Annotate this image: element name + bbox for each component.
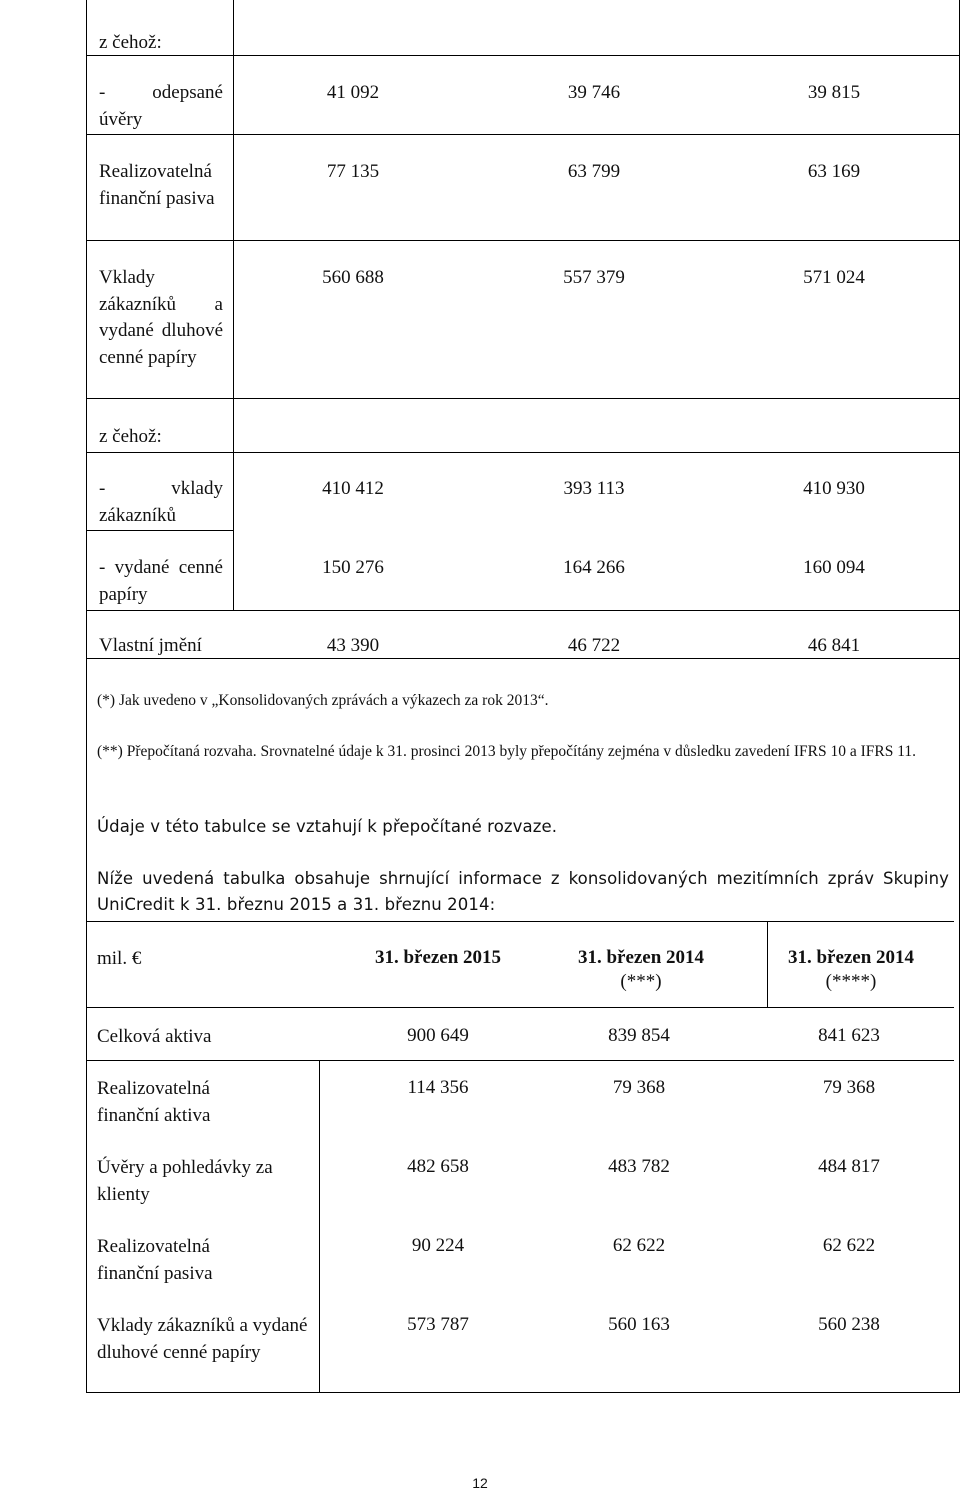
row-label: z čehož: [99, 426, 162, 447]
row-divider [87, 1007, 954, 1008]
cell-value: 841 623 [818, 1025, 880, 1046]
cell-value: 560 688 [322, 267, 384, 288]
cell-value: 560 163 [608, 1314, 670, 1335]
row-label: Realizovatelná finanční aktiva [97, 1078, 211, 1126]
row-label: - odepsané úvěry [99, 82, 223, 130]
cell-value: 43 390 [326, 635, 380, 656]
paragraph-restated: Údaje v této tabulce se vztahují k přepočítané rozvaze. [97, 817, 558, 836]
cell-value: 46 841 [807, 635, 861, 656]
row-label: Úvěry a pohledávky za klienty [97, 1157, 273, 1205]
cell-value: 62 622 [822, 1235, 876, 1256]
column-header-label: 31. březen 2015 [374, 947, 502, 968]
paragraph-summary-intro: Níže uvedená tabulka obsahuje shrnující informace z konsolidovaných mezitímních zpráv Skupiny UniCredit k 31. březnu 2015 a 31. březnu 2014: [97, 869, 949, 914]
row-divider [87, 398, 959, 399]
column-divider [767, 921, 768, 1007]
cell-value: 114 356 [407, 1077, 469, 1098]
row-divider [87, 610, 959, 611]
column-divider [319, 1060, 320, 1392]
row-divider [87, 240, 959, 241]
cell-value: 39 815 [807, 82, 861, 103]
row-label: - vklady zákazníků [99, 478, 223, 526]
row-label: - vydané cenné papíry [99, 557, 223, 605]
footnote-1: (*) Jak uvedeno v „Konsolidovaných zprávách a výkazech za rok 2013“. [97, 692, 549, 709]
cell-value: 484 817 [818, 1156, 880, 1177]
column-header-note: (***) [620, 971, 662, 992]
cell-value: 393 113 [563, 478, 625, 499]
cell-value: 63 799 [567, 161, 621, 182]
column-header-label: 31. březen 2014 [577, 947, 705, 968]
column-divider [233, 0, 234, 610]
cell-value: 573 787 [407, 1314, 469, 1335]
row-divider [87, 452, 959, 453]
cell-value: 90 224 [411, 1235, 465, 1256]
row-divider [87, 1060, 954, 1061]
cell-value: 150 276 [322, 557, 384, 578]
cell-value: 560 238 [818, 1314, 880, 1335]
cell-value: 77 135 [326, 161, 380, 182]
cell-value: 41 092 [326, 82, 380, 103]
table-border [87, 921, 954, 922]
column-header [761, 946, 941, 994]
row-divider [87, 134, 959, 135]
cell-value: 482 658 [407, 1156, 469, 1177]
column-header [551, 946, 731, 994]
footnote-2: (**) Přepočítaná rozvaha. Srovnatelné údaje k 31. prosinci 2013 byly přepočítány zejména v důsledku zavedení IFRS 10 a IFRS 11. [97, 743, 917, 760]
row-label: Celková aktiva [97, 1026, 212, 1047]
row-label: Realizovatelná finanční pasiva [97, 1236, 213, 1284]
cell-value: 79 368 [822, 1077, 876, 1098]
column-header [348, 946, 528, 970]
balance-sheet-table-continued [86, 0, 960, 659]
cell-value: 164 266 [563, 557, 625, 578]
notes-and-summary-section [86, 658, 960, 1393]
row-label: Vklady zákazníků a vydané dluhové cenné papíry [97, 1315, 308, 1363]
row-label: Realizovatelná finanční pasiva [99, 161, 215, 209]
row-label: z čehož: [99, 32, 162, 53]
cell-value: 62 622 [612, 1235, 666, 1256]
unit-label: mil. € [97, 948, 142, 969]
column-header-note: (****) [825, 971, 877, 992]
cell-value: 839 854 [608, 1025, 670, 1046]
cell-value: 483 782 [608, 1156, 670, 1177]
row-divider [87, 530, 234, 531]
column-header-label: 31. březen 2014 [787, 947, 915, 968]
row-label: Vklady zákazníků a vydané dluhové cenné papíry [99, 267, 223, 368]
cell-value: 900 649 [407, 1025, 469, 1046]
row-label: Vlastní jmění [99, 635, 202, 656]
cell-value: 410 930 [803, 478, 865, 499]
cell-value: 63 169 [807, 161, 861, 182]
cell-value: 160 094 [803, 557, 865, 578]
cell-value: 410 412 [322, 478, 384, 499]
cell-value: 46 722 [567, 635, 621, 656]
cell-value: 557 379 [563, 267, 625, 288]
cell-value: 79 368 [612, 1077, 666, 1098]
cell-value: 571 024 [803, 267, 865, 288]
page-number: 12 [472, 1475, 488, 1491]
cell-value: 39 746 [567, 82, 621, 103]
